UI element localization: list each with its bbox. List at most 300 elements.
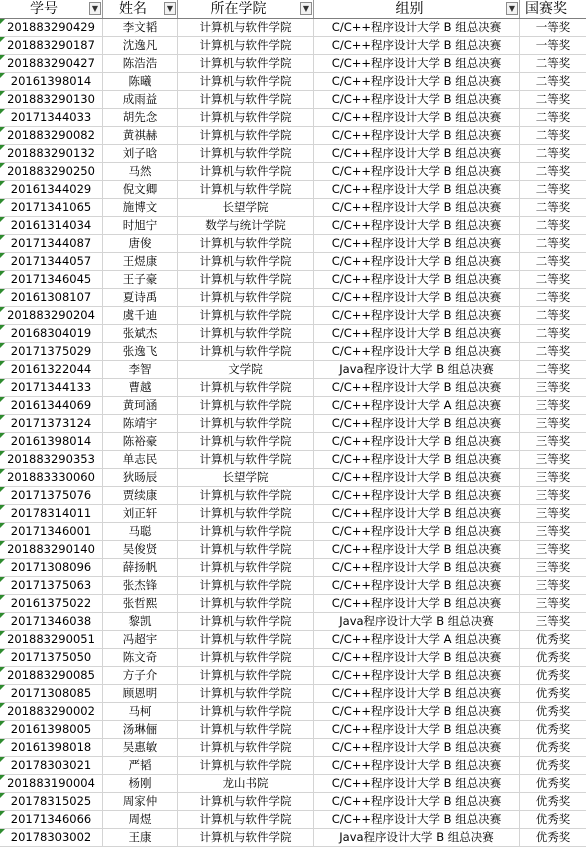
cell-student-id[interactable]	[0, 343, 103, 360]
cell-college[interactable]	[178, 433, 314, 450]
cell-text: 三等奖	[535, 578, 571, 592]
cell-name[interactable]	[103, 289, 178, 306]
cell-name[interactable]	[103, 253, 178, 270]
cell-student-id[interactable]	[0, 37, 103, 54]
cell-group[interactable]	[314, 775, 520, 792]
cell-name[interactable]	[103, 217, 178, 234]
cell-text: 201883190004	[7, 776, 95, 790]
cell-group[interactable]	[314, 109, 520, 126]
cell-college[interactable]	[178, 163, 314, 180]
cell-group[interactable]	[314, 91, 520, 108]
cell-group[interactable]	[314, 19, 520, 36]
table-row	[0, 811, 586, 829]
cell-college[interactable]	[178, 739, 314, 756]
cell-name[interactable]	[103, 631, 178, 648]
cell-award[interactable]	[520, 433, 586, 450]
number-as-text-indicator-icon	[0, 217, 5, 222]
cell-group[interactable]	[314, 235, 520, 252]
cell-award[interactable]	[520, 199, 586, 216]
header-student-id[interactable]	[0, 0, 103, 18]
cell-group[interactable]	[314, 37, 520, 54]
cell-student-id[interactable]	[0, 685, 103, 702]
table-row	[0, 613, 586, 631]
header-award[interactable]	[520, 0, 586, 18]
cell-college[interactable]	[178, 397, 314, 414]
cell-text: 计算机与软件学院	[199, 578, 292, 592]
cell-student-id[interactable]	[0, 73, 103, 90]
cell-student-id[interactable]	[0, 181, 103, 198]
table-row	[0, 559, 586, 577]
cell-college[interactable]	[178, 199, 314, 216]
cell-college[interactable]	[178, 127, 314, 144]
cell-name[interactable]	[103, 451, 178, 468]
cell-name[interactable]	[103, 235, 178, 252]
cell-text: 优秀奖	[535, 758, 571, 772]
cell-college[interactable]	[178, 703, 314, 720]
number-as-text-indicator-icon	[0, 649, 5, 654]
cell-text: 计算机与软件学院	[199, 614, 292, 628]
cell-name[interactable]	[103, 541, 178, 558]
cell-award[interactable]	[520, 145, 586, 162]
cell-award[interactable]	[520, 487, 586, 504]
cell-award[interactable]	[520, 181, 586, 198]
cell-text: 20178303021	[10, 758, 92, 772]
cell-group[interactable]	[314, 199, 520, 216]
cell-name[interactable]	[103, 361, 178, 378]
cell-text: 计算机与软件学院	[199, 344, 292, 358]
cell-award[interactable]	[520, 505, 586, 522]
number-as-text-indicator-icon	[0, 91, 5, 96]
cell-text: 计算机与软件学院	[199, 812, 292, 826]
cell-college[interactable]	[178, 793, 314, 810]
cell-group[interactable]	[314, 397, 520, 414]
number-as-text-indicator-icon	[0, 667, 5, 672]
cell-college[interactable]	[178, 109, 314, 126]
cell-group[interactable]	[314, 577, 520, 594]
cell-college[interactable]	[178, 595, 314, 612]
cell-student-id[interactable]	[0, 505, 103, 522]
cell-college[interactable]	[178, 37, 314, 54]
cell-student-id[interactable]	[0, 631, 103, 648]
cell-award[interactable]	[520, 829, 586, 846]
cell-student-id[interactable]	[0, 127, 103, 144]
cell-student-id[interactable]	[0, 793, 103, 810]
cell-text: 20168304019	[10, 326, 92, 340]
cell-student-id[interactable]	[0, 811, 103, 828]
cell-award[interactable]	[520, 739, 586, 756]
cell-name[interactable]	[103, 739, 178, 756]
cell-award[interactable]	[520, 577, 586, 594]
cell-name[interactable]	[103, 757, 178, 774]
cell-text: 龙山书院	[222, 776, 269, 790]
cell-college[interactable]	[178, 181, 314, 198]
cell-student-id[interactable]	[0, 145, 103, 162]
cell-college[interactable]	[178, 649, 314, 666]
cell-student-id[interactable]	[0, 433, 103, 450]
cell-name[interactable]	[103, 325, 178, 342]
table-row	[0, 685, 586, 703]
cell-group[interactable]	[314, 595, 520, 612]
filter-dropdown-icon[interactable]: ▼	[506, 2, 518, 15]
cell-name[interactable]	[103, 397, 178, 414]
cell-text: 张杰锋	[122, 578, 158, 592]
cell-award[interactable]	[520, 163, 586, 180]
cell-group[interactable]	[314, 217, 520, 234]
cell-group[interactable]	[314, 631, 520, 648]
cell-text: C/C++程序设计大学 B 组总决赛	[331, 704, 502, 718]
cell-name[interactable]	[103, 487, 178, 504]
table-row	[0, 739, 586, 757]
cell-text: C/C++程序设计大学 B 组总决赛	[331, 344, 502, 358]
cell-student-id[interactable]	[0, 271, 103, 288]
cell-group[interactable]	[314, 793, 520, 810]
cell-student-id[interactable]	[0, 235, 103, 252]
cell-award[interactable]	[520, 379, 586, 396]
cell-name[interactable]	[103, 505, 178, 522]
cell-award[interactable]	[520, 55, 586, 72]
cell-group[interactable]	[314, 55, 520, 72]
cell-student-id[interactable]	[0, 361, 103, 378]
cell-student-id[interactable]	[0, 739, 103, 756]
cell-award[interactable]	[520, 595, 586, 612]
cell-award[interactable]	[520, 109, 586, 126]
cell-student-id[interactable]	[0, 469, 103, 486]
cell-student-id[interactable]	[0, 559, 103, 576]
cell-student-id[interactable]	[0, 55, 103, 72]
cell-group[interactable]	[314, 145, 520, 162]
cell-text: 20171344057	[10, 254, 92, 268]
cell-text: C/C++程序设计大学 B 组总决赛	[331, 74, 502, 88]
cell-student-id[interactable]	[0, 523, 103, 540]
cell-text: 201883290250	[7, 164, 95, 178]
cell-student-id[interactable]	[0, 397, 103, 414]
cell-text: 二等奖	[535, 56, 571, 70]
cell-student-id[interactable]	[0, 199, 103, 216]
cell-text: 201883290204	[7, 308, 95, 322]
cell-group[interactable]	[314, 451, 520, 468]
cell-award[interactable]	[520, 415, 586, 432]
cell-group[interactable]	[314, 559, 520, 576]
cell-award[interactable]	[520, 631, 586, 648]
cell-award[interactable]	[520, 91, 586, 108]
cell-text: 计算机与软件学院	[199, 272, 292, 286]
table-row	[0, 397, 586, 415]
cell-group[interactable]	[314, 721, 520, 738]
table-row	[0, 73, 586, 91]
cell-name[interactable]	[103, 613, 178, 630]
cell-award[interactable]	[520, 757, 586, 774]
header-college[interactable]	[178, 0, 314, 18]
cell-name[interactable]	[103, 829, 178, 846]
cell-group[interactable]	[314, 343, 520, 360]
cell-college[interactable]	[178, 325, 314, 342]
cell-group[interactable]	[314, 703, 520, 720]
cell-name[interactable]	[103, 109, 178, 126]
cell-college[interactable]	[178, 73, 314, 90]
cell-name[interactable]	[103, 271, 178, 288]
cell-college[interactable]	[178, 415, 314, 432]
cell-college[interactable]	[178, 541, 314, 558]
cell-college[interactable]	[178, 451, 314, 468]
cell-name[interactable]	[103, 145, 178, 162]
cell-name[interactable]	[103, 811, 178, 828]
cell-college[interactable]	[178, 235, 314, 252]
cell-name[interactable]	[103, 595, 178, 612]
cell-student-id[interactable]	[0, 253, 103, 270]
cell-award[interactable]	[520, 451, 586, 468]
cell-award[interactable]	[520, 469, 586, 486]
cell-college[interactable]	[178, 559, 314, 576]
cell-college[interactable]	[178, 577, 314, 594]
cell-group[interactable]	[314, 505, 520, 522]
cell-group[interactable]	[314, 541, 520, 558]
cell-college[interactable]	[178, 91, 314, 108]
cell-text: 黎凯	[128, 614, 152, 628]
header-name[interactable]	[103, 0, 178, 18]
cell-group[interactable]	[314, 433, 520, 450]
cell-text: 20171375063	[10, 578, 92, 592]
header-group[interactable]	[314, 0, 520, 18]
cell-college[interactable]	[178, 343, 314, 360]
cell-text: 沈逸凡	[122, 38, 158, 52]
cell-award[interactable]	[520, 235, 586, 252]
cell-student-id[interactable]	[0, 595, 103, 612]
cell-group[interactable]	[314, 73, 520, 90]
cell-text: C/C++程序设计大学 B 组总决赛	[331, 488, 502, 502]
cell-group[interactable]	[314, 757, 520, 774]
cell-award[interactable]	[520, 19, 586, 36]
cell-award[interactable]	[520, 703, 586, 720]
number-as-text-indicator-icon	[0, 829, 5, 834]
cell-college[interactable]	[178, 253, 314, 270]
cell-text: C/C++程序设计大学 B 组总决赛	[331, 416, 502, 430]
cell-name[interactable]	[103, 775, 178, 792]
cell-text: Java程序设计大学 B 组总决赛	[339, 830, 494, 844]
cell-college[interactable]	[178, 307, 314, 324]
cell-student-id[interactable]	[0, 307, 103, 324]
cell-award[interactable]	[520, 559, 586, 576]
cell-group[interactable]	[314, 523, 520, 540]
cell-college[interactable]	[178, 19, 314, 36]
cell-student-id[interactable]	[0, 163, 103, 180]
cell-award[interactable]	[520, 127, 586, 144]
cell-student-id[interactable]	[0, 829, 103, 846]
cell-text: 三等奖	[535, 398, 571, 412]
cell-student-id[interactable]	[0, 379, 103, 396]
cell-award[interactable]	[520, 325, 586, 342]
cell-college[interactable]	[178, 217, 314, 234]
cell-college[interactable]	[178, 829, 314, 846]
cell-college[interactable]	[178, 667, 314, 684]
cell-college[interactable]	[178, 469, 314, 486]
cell-award[interactable]	[520, 775, 586, 792]
cell-award[interactable]	[520, 343, 586, 360]
cell-award[interactable]	[520, 793, 586, 810]
cell-text: 三等奖	[535, 452, 571, 466]
cell-college[interactable]	[178, 631, 314, 648]
cell-name[interactable]	[103, 55, 178, 72]
cell-name[interactable]	[103, 721, 178, 738]
cell-student-id[interactable]	[0, 775, 103, 792]
cell-name[interactable]	[103, 469, 178, 486]
cell-group[interactable]	[314, 163, 520, 180]
cell-text: 长望学院	[222, 470, 269, 484]
cell-student-id[interactable]	[0, 757, 103, 774]
cell-name[interactable]	[103, 559, 178, 576]
cell-student-id[interactable]	[0, 91, 103, 108]
number-as-text-indicator-icon	[0, 505, 5, 510]
cell-college[interactable]	[178, 811, 314, 828]
cell-group[interactable]	[314, 127, 520, 144]
cell-student-id[interactable]	[0, 667, 103, 684]
cell-name[interactable]	[103, 415, 178, 432]
cell-text: 陈裕豪	[122, 434, 158, 448]
cell-college[interactable]	[178, 613, 314, 630]
cell-college[interactable]	[178, 379, 314, 396]
cell-award[interactable]	[520, 685, 586, 702]
cell-college[interactable]	[178, 757, 314, 774]
cell-group[interactable]	[314, 739, 520, 756]
cell-text: 计算机与软件学院	[199, 452, 292, 466]
cell-award[interactable]	[520, 307, 586, 324]
cell-college[interactable]	[178, 361, 314, 378]
cell-student-id[interactable]	[0, 451, 103, 468]
cell-group[interactable]	[314, 487, 520, 504]
cell-name[interactable]	[103, 523, 178, 540]
cell-text: 优秀奖	[535, 722, 571, 736]
cell-group[interactable]	[314, 685, 520, 702]
cell-name[interactable]	[103, 649, 178, 666]
cell-group[interactable]	[314, 667, 520, 684]
cell-award[interactable]	[520, 721, 586, 738]
cell-group[interactable]	[314, 271, 520, 288]
cell-award[interactable]	[520, 541, 586, 558]
cell-name[interactable]	[103, 19, 178, 36]
cell-group[interactable]	[314, 253, 520, 270]
cell-name[interactable]	[103, 343, 178, 360]
cell-student-id[interactable]	[0, 649, 103, 666]
cell-award[interactable]	[520, 73, 586, 90]
cell-college[interactable]	[178, 505, 314, 522]
cell-name[interactable]	[103, 685, 178, 702]
cell-name[interactable]	[103, 37, 178, 54]
cell-group[interactable]	[314, 811, 520, 828]
cell-award[interactable]	[520, 217, 586, 234]
cell-student-id[interactable]	[0, 613, 103, 630]
cell-name[interactable]	[103, 163, 178, 180]
cell-college[interactable]	[178, 289, 314, 306]
cell-student-id[interactable]	[0, 289, 103, 306]
cell-group[interactable]	[314, 613, 520, 630]
cell-text: 20161375022	[10, 596, 92, 610]
cell-college[interactable]	[178, 55, 314, 72]
cell-name[interactable]	[103, 199, 178, 216]
cell-name[interactable]	[103, 91, 178, 108]
cell-text: 二等奖	[535, 182, 571, 196]
cell-name[interactable]	[103, 379, 178, 396]
cell-award[interactable]	[520, 37, 586, 54]
filter-dropdown-icon[interactable]: ▼	[300, 2, 312, 15]
cell-text: C/C++程序设计大学 B 组总决赛	[331, 776, 502, 790]
cell-student-id[interactable]	[0, 721, 103, 738]
cell-student-id[interactable]	[0, 487, 103, 504]
cell-name[interactable]	[103, 181, 178, 198]
cell-award[interactable]	[520, 289, 586, 306]
cell-text: 二等奖	[535, 74, 571, 88]
cell-student-id[interactable]	[0, 415, 103, 432]
cell-name[interactable]	[103, 433, 178, 450]
cell-college[interactable]	[178, 271, 314, 288]
cell-award[interactable]	[520, 523, 586, 540]
cell-text: C/C++程序设计大学 B 组总决赛	[331, 380, 502, 394]
cell-award[interactable]	[520, 667, 586, 684]
cell-student-id[interactable]	[0, 109, 103, 126]
cell-text: 刘子晗	[122, 146, 158, 160]
cell-group[interactable]	[314, 649, 520, 666]
cell-group[interactable]	[314, 289, 520, 306]
cell-name[interactable]	[103, 667, 178, 684]
cell-group[interactable]	[314, 415, 520, 432]
cell-student-id[interactable]	[0, 19, 103, 36]
cell-college[interactable]	[178, 685, 314, 702]
cell-text: 冯超宇	[122, 632, 158, 646]
cell-student-id[interactable]	[0, 703, 103, 720]
cell-group[interactable]	[314, 469, 520, 486]
cell-group[interactable]	[314, 325, 520, 342]
cell-name[interactable]	[103, 577, 178, 594]
cell-student-id[interactable]	[0, 217, 103, 234]
cell-group[interactable]	[314, 829, 520, 846]
cell-student-id[interactable]	[0, 577, 103, 594]
cell-name[interactable]	[103, 127, 178, 144]
cell-text: 优秀奖	[535, 668, 571, 682]
cell-group[interactable]	[314, 379, 520, 396]
cell-college[interactable]	[178, 775, 314, 792]
cell-college[interactable]	[178, 487, 314, 504]
cell-name[interactable]	[103, 703, 178, 720]
cell-text: 计算机与软件学院	[199, 380, 292, 394]
cell-award[interactable]	[520, 613, 586, 630]
cell-award[interactable]	[520, 253, 586, 270]
cell-award[interactable]	[520, 649, 586, 666]
cell-name[interactable]	[103, 307, 178, 324]
cell-award[interactable]	[520, 397, 586, 414]
cell-name[interactable]	[103, 73, 178, 90]
filter-dropdown-icon[interactable]: ▼	[164, 2, 176, 15]
cell-group[interactable]	[314, 181, 520, 198]
cell-text: 计算机与软件学院	[199, 542, 292, 556]
cell-group[interactable]	[314, 307, 520, 324]
cell-text: 20161398014	[10, 74, 92, 88]
cell-college[interactable]	[178, 721, 314, 738]
table-row	[0, 487, 586, 505]
cell-text: 20161314034	[10, 218, 92, 232]
cell-text: 计算机与软件学院	[199, 164, 292, 178]
filter-dropdown-icon[interactable]: ▼	[89, 2, 101, 15]
cell-group[interactable]	[314, 361, 520, 378]
cell-award[interactable]	[520, 811, 586, 828]
cell-student-id[interactable]	[0, 325, 103, 342]
cell-award[interactable]	[520, 271, 586, 288]
cell-text: 张斌杰	[122, 326, 158, 340]
cell-college[interactable]	[178, 145, 314, 162]
cell-award[interactable]	[520, 361, 586, 378]
cell-student-id[interactable]	[0, 541, 103, 558]
cell-college[interactable]	[178, 523, 314, 540]
table-row	[0, 757, 586, 775]
cell-name[interactable]	[103, 793, 178, 810]
cell-text: 20161308107	[10, 290, 92, 304]
